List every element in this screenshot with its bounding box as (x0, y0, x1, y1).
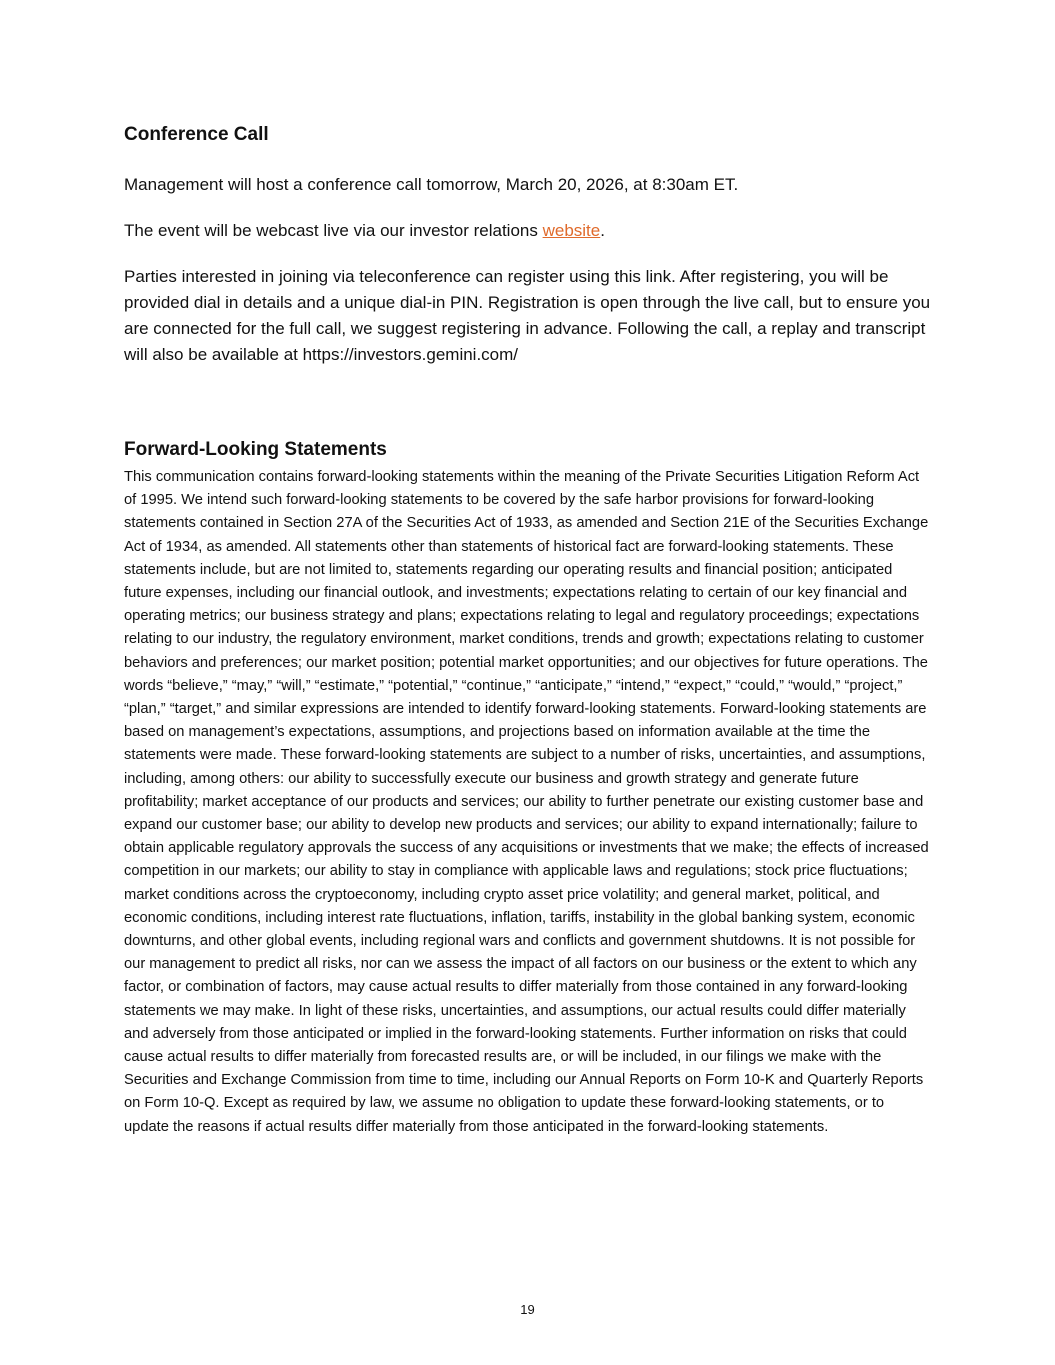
webcast-text: The event will be webcast live via our investor relations (124, 221, 543, 240)
page-number: 19 (520, 1302, 535, 1317)
investor-relations-website-link[interactable]: website (542, 221, 601, 240)
conference-call-schedule: Management will host a conference call tomorrow, March 20, 2026, at 8:30am ET. (124, 175, 739, 194)
webcast-paragraph (124, 218, 932, 244)
webcast-period: . (600, 221, 605, 240)
forward-looking-heading: Forward-Looking Statements (124, 439, 387, 460)
teleconference-paragraph: Parties interested in joining via teleconference can register using this link. After registering, you will be provided dial in details and a unique dial-in PIN. Registration is open through the live call, but to ensure you are connected for the full call, we suggest registering in advance. Following the call, a replay and transcript will also be available at https://investors.gemini.com/ (124, 267, 931, 364)
conference-call-heading: Conference Call (124, 124, 269, 145)
forward-looking-body: This communication contains forward-looking statements within the meaning of the Private Securities Litigation Reform Act of 1995. We intend such forward-looking statements to be covered by the safe harbor provisions for forward-looking statements contained in Section 27A of the Securities Act of 1933, as amended and Section 21E of the Securities Exchange Act of 1934, as amended. All statements other than statements of historical fact are forward-looking statements. These statements include, but are not limited to, statements regarding our operating results and financial position; anticipated future expenses, including our financial outlook, and investments; expectations relating to certain of our key financial and operating metrics; our business strategy and plans; expectations relating to legal and regulatory proceedings; expectations relating to our industry, the regulatory environment, market conditions, trends and growth; expectations relating to customer behaviors and preferences; our market position; potential market opportunities; and our objectives for future operations. The words “believe,” “may,” “will,” “estimate,” “potential,” “continue,” “anticipate,” “intend,” “expect,” “could,” “would,” “project,” “plan,” “target,” and similar expressions are intended to identify forward-looking statements. Forward-looking statements are based on management’s expectations, assumptions, and projections based on information available at the time the statements were made. These forward-looking statements are subject to a number of risks, uncertainties, and assumptions, including, among others: our ability to successfully execute our business and growth strategy and generate future profitability; market acceptance of our products and services; our ability to further penetrate our existing customer base and expand our customer base; our ability to develop new products and services; our ability to expand internationally; failure to obtain applicable regulatory approvals the success of any acquisitions or investments that we make; the effects of increased competition in our markets; our ability to stay in compliance with applicable laws and regulations; stock price fluctuations; market conditions across the cryptoeconomy, including crypto asset price volatility; and general market, political, and economic conditions, including interest rate fluctuations, inflation, tariffs, instability in the global banking system, economic downturns, and other global events, including regional wars and conflicts and government shutdowns. It is not possible for our management to predict all risks, nor can we assess the impact of all factors on our business or the extent to which any factor, or combination of factors, may cause actual results to differ materially from those contained in any forward-looking statements we may make. In light of these risks, uncertainties, and assumptions, our actual results could differ materially and adversely from those anticipated or implied in the forward-looking statements. Further information on risks that could cause actual results to differ materially from forecasted results are, or will be included, in our filings we make with the Securities and Exchange Commission from time to time, including our Annual Reports on Form 10-K and Quarterly Reports on Form 10-Q. Except as required by law, we assume no obligation to update these forward-looking statements, or to update the reasons if actual results differ materially from those anticipated in the forward-looking statements. (124, 469, 929, 1135)
